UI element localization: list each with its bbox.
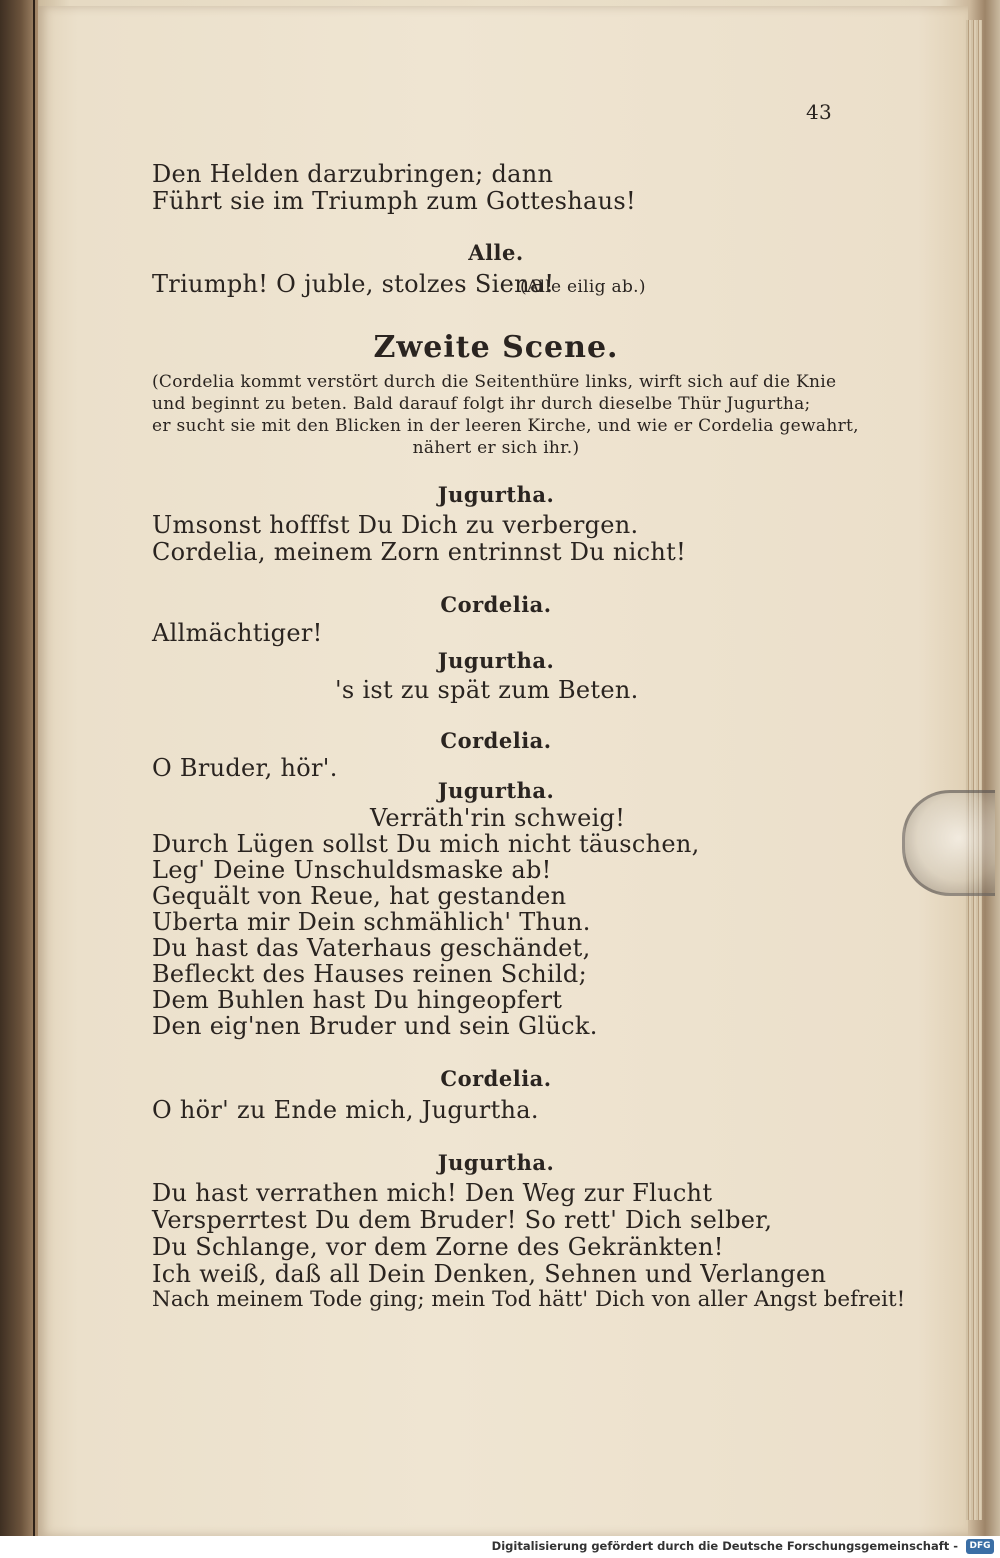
stage-direction: (Alle eilig ab.) [520, 277, 646, 297]
verse-line: Du Schlange, vor dem Zorne des Gekränkten! [152, 1233, 724, 1261]
verse-line: Du hast verrathen mich! Den Weg zur Flucht [152, 1179, 713, 1207]
verse-line: Umsonst hofffst Du Dich zu verbergen. [152, 511, 639, 539]
verse-line: Versperrtest Du dem Bruder! So rett' Dich selber, [152, 1206, 773, 1234]
speaker-name: Jugurtha. [437, 482, 555, 507]
speaker-name: Jugurtha. [437, 648, 555, 673]
verse-line: Du hast das Vaterhaus geschändet, [152, 934, 591, 962]
verse-line: O hör' zu Ende mich, Jugurtha. [152, 1096, 539, 1124]
page-number: 43 [806, 100, 833, 124]
verse-line: Führt sie im Triumph zum Gotteshaus! [152, 187, 636, 215]
speaker-name: Cordelia. [440, 592, 552, 617]
verse-line: Uberta mir Dein schmählich' Thun. [152, 908, 591, 936]
verse-line: Triumph! O juble, stolzes Siena! [152, 270, 555, 298]
verse-line: 's ist zu spät zum Beten. [335, 676, 639, 704]
stage-direction: (Cordelia kommt verstört durch die Seitenthüre links, wirft sich auf die Knie [152, 372, 837, 392]
verse-line: Allmächtiger! [152, 619, 323, 647]
dfg-logo: DFG [966, 1539, 994, 1554]
verse-line: Dem Buhlen hast Du hingeopfert [152, 986, 563, 1014]
stage-direction: nähert er sich ihr.) [412, 438, 580, 458]
verse-line: Befleckt des Hauses reinen Schild; [152, 960, 587, 988]
page-edges [966, 20, 982, 1520]
verse-line: Den Helden darzubringen; dann [152, 160, 554, 188]
speaker-name: Cordelia. [440, 1066, 552, 1091]
scene-title: Zweite Scene. [373, 330, 619, 365]
speaker-name: Jugurtha. [437, 1150, 555, 1175]
footer-bar [0, 1536, 1000, 1558]
footer-credit: Digitalisierung gefördert durch die Deutsche Forschungsgemeinschaft - [491, 1539, 958, 1553]
verse-line: O Bruder, hör'. [152, 754, 338, 782]
verse-line: Gequält von Reue, hat gestanden [152, 882, 567, 910]
page-clip [902, 790, 995, 896]
speaker-name: Cordelia. [440, 728, 552, 753]
stage-direction: und beginnt zu beten. Bald darauf folgt ihr durch dieselbe Thür Jugurtha; [152, 394, 811, 414]
speaker-name: Alle. [468, 240, 524, 265]
verse-line: Durch Lügen sollst Du mich nicht täuschen, [152, 830, 700, 858]
speaker-name: Jugurtha. [437, 778, 555, 803]
verse-line: Leg' Deine Unschuldsmaske ab! [152, 856, 552, 884]
spine-edge [33, 0, 35, 1558]
verse-line: Cordelia, meinem Zorn entrinnst Du nicht! [152, 538, 687, 566]
verse-line: Den eig'nen Bruder und sein Glück. [152, 1012, 598, 1040]
verse-line: Verräth'rin schweig! [370, 804, 626, 832]
verse-line: Nach meinem Tode ging; mein Tod hätt' Dich von aller Angst befreit! [152, 1287, 906, 1312]
stage-direction: er sucht sie mit den Blicken in der leeren Kirche, und wie er Cordelia gewahrt, [152, 416, 859, 436]
verse-line: Ich weiß, daß all Dein Denken, Sehnen und Verlangen [152, 1260, 827, 1288]
